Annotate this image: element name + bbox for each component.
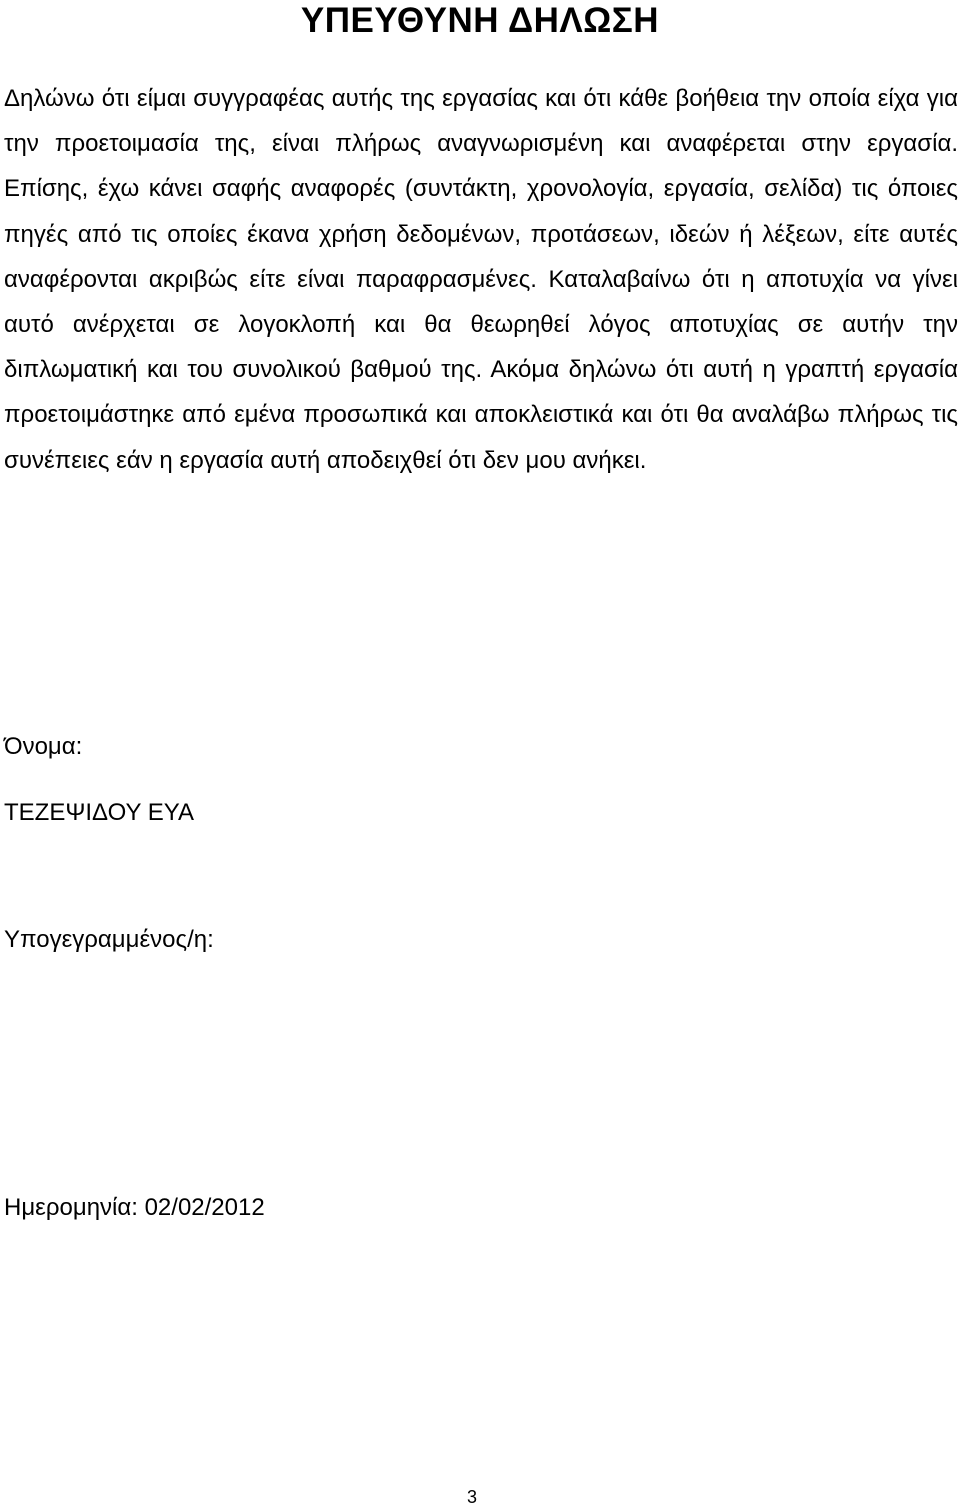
declaration-paragraph: Δηλώνω ότι είμαι συγγραφέας αυτής της εργασίας και ότι κάθε βοήθεια την οποία είχα για την προετοιμασία της, είναι πλήρως αναγνωρισμένη και αναφέρεται στην εργασία. Επίσης, έχω κάνει σαφής αναφορές (συντάκτη, χρονολογία, εργασία, σελίδα) τις όποιες πηγές από τις οποίες έκανα χρήση δεδομένων, προτάσεων, ιδεών ή λέξεων, είτε αυτές αναφέρονται ακριβώς είτε είναι παραφρασμένες. Καταλαβαίνω ότι η αποτυχία να γίνει αυτό ανέρχεται σε λογοκλοπή και θα θεωρηθεί λόγος αποτυχίας σε αυτήν την διπλωματική και του συνολικού βαθμού της. Ακόμα δηλώνω ότι αυτή η γραπτή εργασία προετοιμάστηκε από εμένα προσωπικά και αποκλειστικά και ότι θα αναλάβω πλήρως τις συνέπειες εάν η εργασία αυτή αποδειχθεί ότι δεν μου ανήκει. [4,85,958,474]
page-number: 3 [466,1487,477,1507]
date-line: Ημερομηνία: 02/02/2012 [4,1194,265,1221]
name-value: ΤΕΖΕΨΙΔΟΥ ΕΥΑ [4,799,194,826]
signature-label: Υπογεγραμμένος/η: [4,926,214,953]
name-label: Όνομα: [4,733,83,760]
document-title: ΥΠΕΥΘΥΝΗ ΔΗΛΩΣΗ [300,1,660,40]
